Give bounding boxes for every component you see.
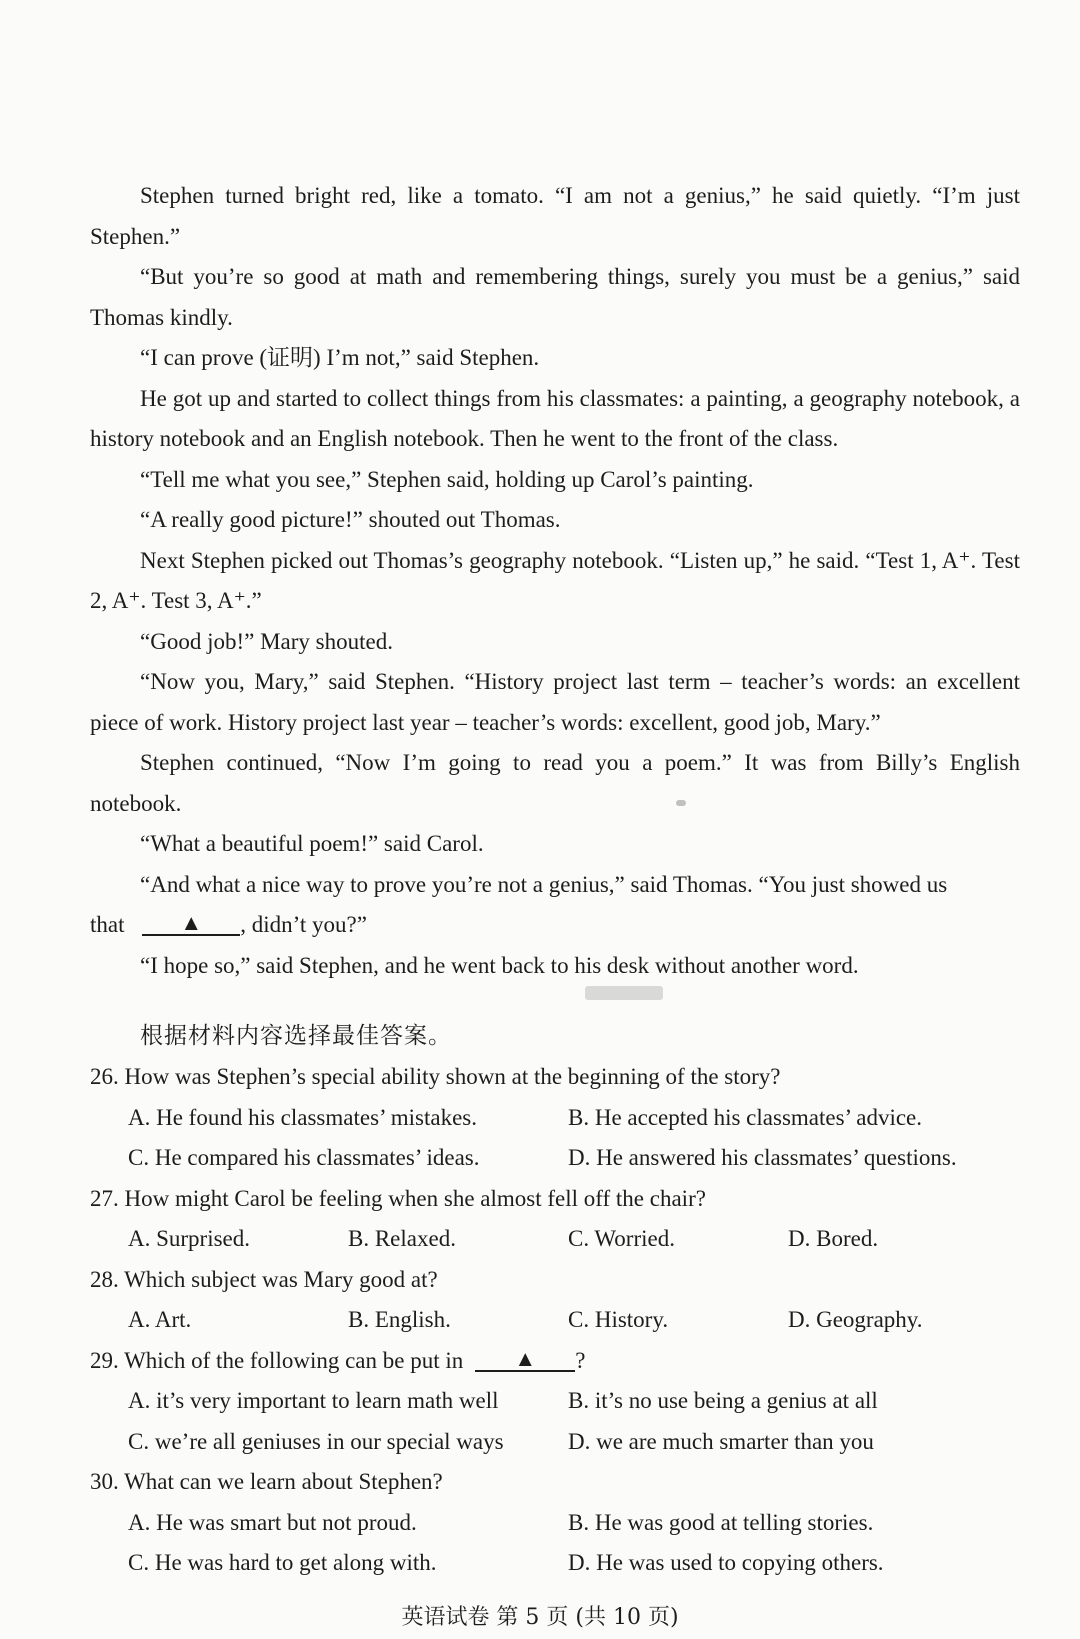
options-28	[90, 1300, 1020, 1341]
option-d: D. He was used to copying others.	[568, 1550, 884, 1575]
option-d: D. Geography.	[788, 1307, 923, 1332]
paragraph: Stephen turned bright red, like a tomato. “I am not a genius,” he said quietly. “I’m just Stephen.”	[90, 183, 1020, 249]
question-26: 26. How was Stephen’s special ability shown at the beginning of the story?	[90, 1064, 781, 1089]
option-c: C. History.	[568, 1307, 669, 1332]
option-c: C. we’re all geniuses in our special ways	[128, 1428, 504, 1454]
option-d: D. Bored.	[788, 1226, 879, 1251]
options-29	[90, 1381, 1020, 1422]
option-d: D. we are much smarter than you	[568, 1428, 874, 1454]
options-29	[90, 1422, 1020, 1463]
answer-blank	[475, 1345, 575, 1372]
question-list	[90, 1057, 1020, 1584]
option-a: A. it’s very important to learn math well	[128, 1388, 499, 1413]
option-b: B. Relaxed.	[348, 1226, 456, 1251]
paragraph: “Tell me what you see,” Stephen said, holding up Carol’s painting.	[140, 466, 754, 492]
option-b: B. He was good at telling stories.	[568, 1509, 874, 1535]
paragraph: He got up and started to collect things from his classmates: a painting, a geography notebook, a history notebook and an English notebook. Then he went to the front of the class.	[90, 385, 1020, 451]
options-30	[90, 1503, 1020, 1544]
scan-smudge	[585, 986, 663, 1000]
option-a: A. He was smart but not proud.	[128, 1509, 417, 1535]
blank-prefix: that	[90, 912, 125, 937]
option-b: B. He accepted his classmates’ advice.	[568, 1104, 923, 1130]
options-27	[90, 1219, 1020, 1260]
triangle-marker-icon: ▲	[514, 1345, 537, 1371]
paragraph: Next Stephen picked out Thomas’s geography notebook. “Listen up,” he said. “Test 1, A⁺. Test 2, A⁺. Test 3, A⁺.”	[90, 547, 1020, 613]
question-28: 28. Which subject was Mary good at?	[90, 1266, 438, 1292]
paragraph: “A really good picture!” shouted out Thomas.	[140, 507, 561, 532]
question-30: 30. What can we learn about Stephen?	[90, 1469, 443, 1494]
question-27: 27. How might Carol be feeling when she almost fell off the chair?	[90, 1185, 706, 1211]
options-30	[90, 1543, 1020, 1584]
blank-line	[90, 905, 1020, 946]
paragraph: “And what a nice way to prove you’re not a genius,” said Thomas. “You just showed us	[140, 871, 948, 897]
question-29-text: 29. Which of the following can be put in	[90, 1347, 464, 1373]
option-a: A. Art.	[128, 1307, 192, 1332]
options-26	[90, 1138, 1020, 1179]
paragraph: “Good job!” Mary shouted.	[140, 628, 393, 654]
options-26	[90, 1098, 1020, 1139]
paragraph: Stephen continued, “Now I’m going to read you a poem.” It was from Billy’s English notebook.	[90, 750, 1020, 816]
question-29-end: ?	[575, 1347, 586, 1373]
option-d: D. He answered his classmates’ questions.	[568, 1145, 957, 1170]
option-b: B. English.	[348, 1307, 451, 1332]
option-a: A. Surprised.	[128, 1226, 251, 1251]
option-b: B. it’s no use being a genius at all	[568, 1388, 878, 1413]
answer-blank	[142, 912, 240, 936]
option-c: C. He was hard to get along with.	[128, 1550, 437, 1575]
reading-passage	[90, 176, 1020, 986]
paragraph: “I hope so,” said Stephen, and he went back to his desk without another word.	[140, 952, 859, 978]
paragraph: “Now you, Mary,” said Stephen. “History project last term – teacher’s words: an excellent piece of work. History project last year – teacher’s words: excellent, good job, Mary.”	[90, 669, 1020, 735]
paragraph: “I can prove (证明) I’m not,” said Stephen.	[140, 345, 540, 370]
triangle-marker-icon: ▲	[180, 910, 203, 935]
page-footer: 英语试卷 第 5 页 (共 10 页)	[401, 1605, 679, 1630]
paragraph: “What a beautiful poem!” said Carol.	[140, 831, 484, 856]
question-29	[90, 1341, 1020, 1382]
blank-suffix: , didn’t you?”	[240, 912, 367, 937]
paragraph: “But you’re so good at math and remembering things, surely you must be a genius,” said Thomas kindly.	[90, 264, 1020, 330]
option-c: C. Worried.	[568, 1226, 675, 1251]
option-a: A. He found his classmates’ mistakes.	[128, 1104, 477, 1130]
option-c: C. He compared his classmates’ ideas.	[128, 1145, 480, 1170]
instruction: 根据材料内容选择最佳答案。	[140, 1023, 452, 1049]
